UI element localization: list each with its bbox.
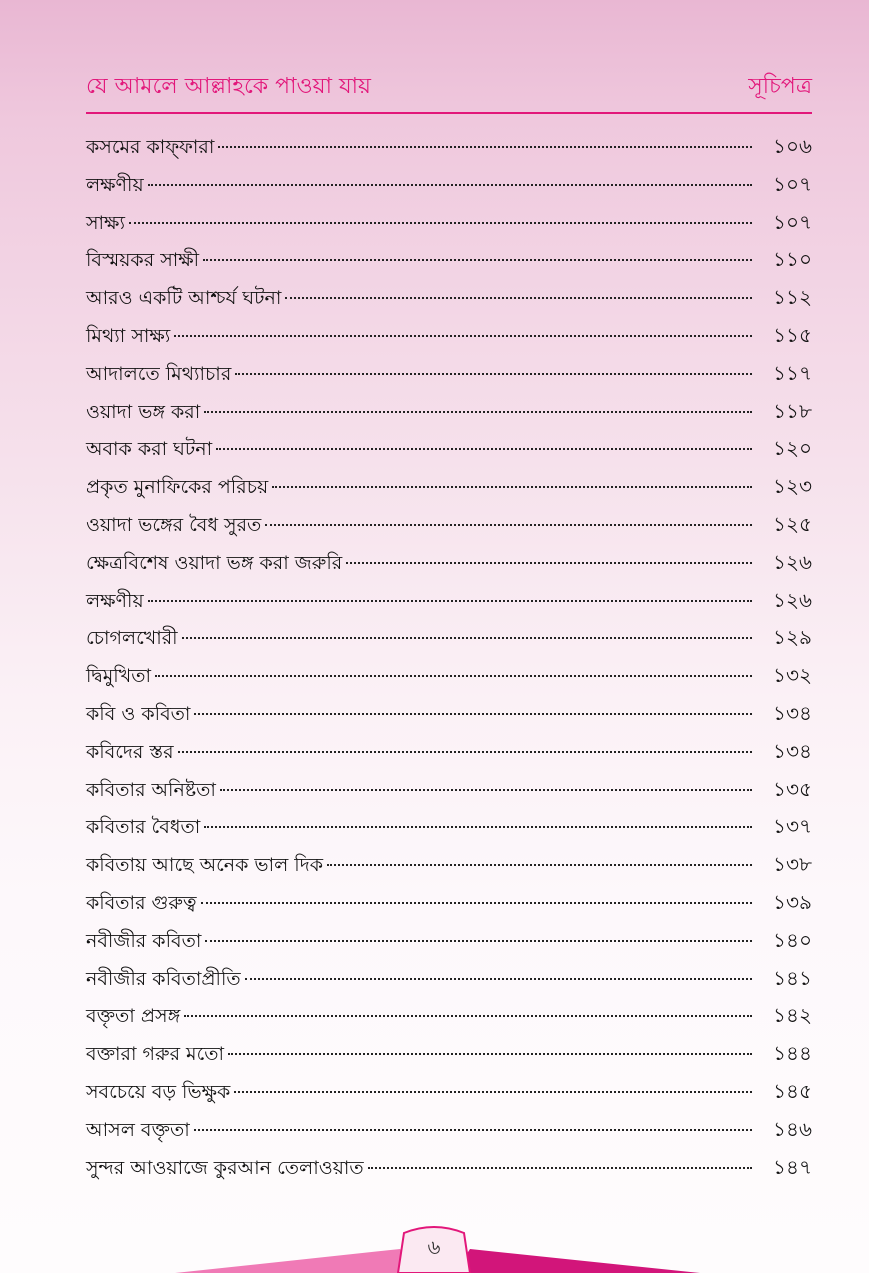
toc-entry-title: লক্ষণীয়	[86, 173, 144, 196]
toc-entry-title: ক্ষেত্রবিশেষ ওয়াদা ভঙ্গ করা জরুরি	[86, 551, 343, 574]
toc-entry-page: ১৩২	[773, 663, 812, 688]
dot-leader	[203, 259, 752, 261]
toc-entry-title: সাক্ষ্য	[86, 211, 125, 234]
dot-leader	[194, 1129, 752, 1131]
toc-entry-title: আরও একটি আশ্চর্য ঘটনা	[86, 287, 282, 310]
toc-entry-page: ১১৭	[773, 360, 812, 385]
toc-entry	[86, 166, 812, 204]
dot-leader	[204, 411, 752, 413]
toc-entry-title: লক্ষণীয়	[86, 589, 144, 612]
toc-entry-page: ১০৬	[773, 134, 812, 158]
toc-entry-page: ১৩৮	[773, 852, 812, 877]
dot-leader	[205, 940, 752, 942]
dot-leader	[285, 297, 752, 299]
dot-leader	[235, 373, 752, 375]
toc-entry-title: ওয়াদা ভঙ্গ করা	[86, 400, 201, 423]
toc-entry-title: নবীজীর কবিতাপ্রীতি	[86, 967, 241, 990]
toc-entry-title: বক্তারা গরুর মতো	[86, 1043, 225, 1066]
toc-entry-title: কসমের কাফ্‌ফারা	[86, 136, 215, 158]
toc-entry-page: ১০৭	[773, 171, 812, 196]
toc-entry	[86, 128, 812, 166]
running-header	[86, 72, 812, 114]
toc-entry	[86, 657, 812, 695]
toc-entry-page: ১৩৪	[773, 738, 812, 763]
toc-entry-title: কবিতার বৈধতা	[86, 816, 201, 839]
toc-entry	[86, 733, 812, 771]
toc-entry	[86, 619, 812, 657]
dot-leader	[220, 789, 752, 791]
dot-leader	[204, 826, 752, 828]
toc-entry-title: চোগলখোরী	[86, 627, 178, 650]
dot-leader	[201, 902, 752, 904]
toc-entry	[86, 922, 812, 960]
toc-entry-page: ১৪৭	[773, 1154, 812, 1179]
toc-entry	[86, 468, 812, 506]
toc-entry	[86, 771, 812, 809]
toc-entry-title: কবিতায় আছে অনেক ভাল দিক	[86, 854, 323, 877]
book-title: যে আমলে আল্লাহকে পাওয়া যায়	[86, 74, 372, 99]
toc-entry	[86, 582, 812, 620]
toc-entry	[86, 506, 812, 544]
dot-leader	[148, 600, 752, 602]
toc-entry	[86, 884, 812, 922]
toc-entry-title: আসল বক্তৃতা	[86, 1118, 190, 1141]
toc-entry-title: কবিতার গুরুত্ব	[86, 891, 197, 914]
toc-entry-title: প্রকৃত মুনাফিকের পরিচয়	[86, 476, 269, 499]
toc-entry-page: ১৩৪	[773, 700, 812, 725]
dot-leader	[155, 675, 752, 677]
toc-entry	[86, 355, 812, 393]
dot-leader	[178, 751, 752, 753]
table-of-contents	[86, 128, 812, 1186]
dot-leader	[129, 222, 752, 224]
dot-leader	[346, 562, 752, 564]
toc-entry	[86, 204, 812, 242]
toc-entry	[86, 1149, 812, 1187]
toc-entry-title: কবি ও কবিতা	[86, 702, 191, 725]
dot-leader	[234, 1091, 752, 1093]
toc-entry	[86, 279, 812, 317]
toc-entry-title: বক্তৃতা প্রসঙ্গ	[86, 1005, 181, 1028]
dot-leader	[184, 1015, 752, 1017]
toc-entry-title: মিথ্যা সাক্ষ্য	[86, 324, 171, 347]
toc-entry-page: ১৪৫	[773, 1078, 812, 1103]
toc-entry-page: ১২০	[773, 436, 812, 461]
toc-entry-title: ওয়াদা ভঙ্গের বৈধ সুরত	[86, 513, 262, 536]
toc-entry-page: ১৪২	[773, 1003, 812, 1028]
toc-entry-page: ১১০	[773, 247, 812, 272]
toc-entry-page: ১৪০	[773, 927, 812, 952]
toc-entry-title: সুন্দর আওয়াজে কুরআন তেলাওয়াত	[86, 1156, 364, 1179]
toc-entry	[86, 997, 812, 1035]
toc-entry	[86, 430, 812, 468]
toc-entry-page: ১০৭	[773, 209, 812, 234]
dot-leader	[194, 713, 752, 715]
toc-entry-page: ১১২	[773, 285, 812, 310]
toc-entry	[86, 808, 812, 846]
toc-entry-title: দ্বিমুখিতা	[86, 665, 151, 688]
toc-entry-page: ১২৫	[773, 511, 812, 536]
toc-entry	[86, 1073, 812, 1111]
toc-entry	[86, 695, 812, 733]
toc-entry	[86, 1035, 812, 1073]
toc-entry	[86, 393, 812, 431]
section-title: সূচিপত্র	[748, 74, 812, 99]
dot-leader	[174, 335, 752, 337]
dot-leader	[218, 146, 752, 148]
toc-entry	[86, 960, 812, 998]
footer-left-wedge	[175, 1249, 415, 1273]
toc-entry-page: ১২৬	[773, 587, 812, 612]
toc-entry	[86, 317, 812, 355]
dot-leader	[272, 486, 752, 488]
toc-entry-page: ১২৯	[773, 625, 812, 650]
toc-entry-title: নবীজীর কবিতা	[86, 929, 202, 952]
toc-entry-page: ১৩৭	[773, 814, 812, 839]
toc-entry-page: ১৪১	[773, 965, 812, 990]
dot-leader	[148, 184, 752, 186]
dot-leader	[228, 1053, 752, 1055]
toc-entry-page: ১৩৯	[773, 889, 812, 914]
toc-entry-page: ১১৮	[773, 398, 812, 423]
dot-leader	[216, 448, 752, 450]
toc-entry-title: অবাক করা ঘটনা	[86, 438, 213, 461]
footer-right-wedge	[454, 1249, 700, 1273]
toc-entry	[86, 846, 812, 884]
toc-entry-title: কবিদের স্তর	[86, 740, 174, 763]
toc-entry	[86, 1111, 812, 1149]
dot-leader	[245, 978, 752, 980]
dot-leader	[368, 1167, 752, 1169]
dot-leader	[327, 864, 752, 866]
toc-entry	[86, 241, 812, 279]
toc-entry	[86, 544, 812, 582]
toc-entry-page: ১২৬	[773, 549, 812, 574]
toc-entry-page: ১১৫	[773, 322, 812, 347]
toc-entry-page: ১৩৫	[773, 776, 812, 801]
toc-entry-title: বিস্ময়কর সাক্ষী	[86, 249, 200, 272]
toc-entry-title: কবিতার অনিষ্টতা	[86, 778, 216, 801]
toc-entry-page: ১৪৪	[773, 1041, 812, 1066]
page-number: ৬	[427, 1235, 441, 1259]
dot-leader	[182, 637, 752, 639]
dot-leader	[265, 524, 752, 526]
toc-entry-page: ১৪৬	[773, 1116, 812, 1141]
toc-entry-title: সবচেয়ে বড় ভিক্ষুক	[86, 1080, 231, 1103]
toc-entry-page: ১২৩	[773, 474, 812, 499]
toc-entry-title: আদালতে মিথ্যাচার	[86, 362, 232, 385]
